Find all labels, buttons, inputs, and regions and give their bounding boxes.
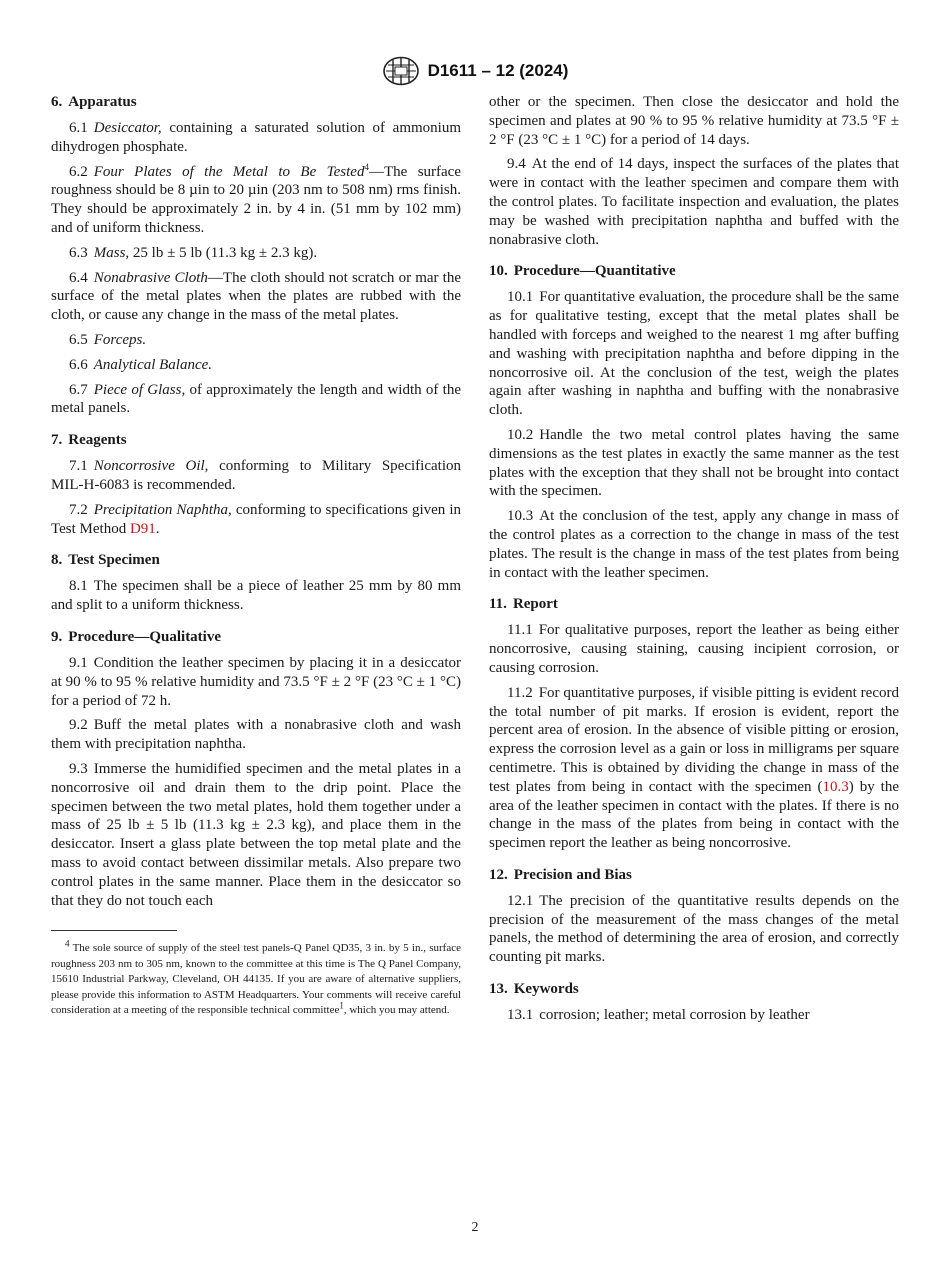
paragraph-6-2: 6.2 Four Plates of the Metal to Be Tested$^4$—The surface roughness should be 8 µin to 20 µin (203 nm to 508 nm) rms finish. They should be approximately 2 in. by 4 in. (51 mm by 102 mm) and of uniform thickness. xyxy=(51,161,461,236)
paragraph-9-2: 9.2 Buff the metal plates with a nonabrasive cloth and wash them with precipitation naphtha. xyxy=(51,717,461,753)
paragraph-6-5: 6.5 Forceps. xyxy=(69,331,147,348)
section-heading: 11. Report xyxy=(489,596,558,613)
document-id: D1611 – 12 (2024) xyxy=(427,61,569,80)
section-keywords xyxy=(489,980,899,1025)
paragraph-9-3-continued: other or the specimen. Then close the desiccator and hold the specimen and plates at 90 % to 95 % relative humidity at 73.5 °F ± 2 °F (23 °C ± 1 °C) for a period of 14 days. xyxy=(489,94,899,148)
section-reagents xyxy=(51,431,461,538)
section-heading: 6. Apparatus xyxy=(51,94,137,110)
astm-logo xyxy=(382,56,420,86)
footnote-ref: 4 xyxy=(364,161,369,172)
paragraph-9-3: 9.3 Immerse the humidified specimen and the metal plates in a noncorrosive oil and drain them to the drip point. Place the specimen between the two metal plates, hold them together under a mass of 25 lb ± 5 lb (11.3 kg ± 2.3 kg), and place them in the desiccator. Insert a glass plate between the top metal plate and the mass to avoid contact between dissimilar metals. Also prepare two control plates in the same manner. Place them in the desiccator so that they do not touch each xyxy=(51,760,461,909)
link-d91[interactable]: D91 xyxy=(129,520,156,537)
section-precision-bias xyxy=(489,866,899,967)
paragraph-6-6: 6.6 Analytical Balance. xyxy=(69,356,213,373)
link-section-10-3[interactable]: 10.3 xyxy=(822,778,849,795)
paragraph-9-1: 9.1 Condition the leather specimen by placing it in a desiccator at 90 % to 95 % relative humidity and 73.5 °F ± 2 °F (23 °C ± 1 °C) for a period of 72 h. xyxy=(51,654,461,709)
section-heading: 12. Precision and Bias xyxy=(489,866,632,883)
section-heading: 9. Procedure—Qualitative xyxy=(51,628,222,645)
paragraph-10-1: 10.1 For quantitative evaluation, the procedure shall be the same as for qualitative testing, except that the metal plates shall be handled with forceps and weighed to the nearest 1 mg after buffing and washing with precipitation naphtha and before dipping in the noncorrosive oil. At the conclusion of the test, weigh the plates again after washing in naphtha and buffing with the nonabrasive cloth. xyxy=(489,289,899,419)
paragraph-6-4: 6.4 Nonabrasive Cloth—The cloth should not scratch or mar the surface of the metal plates when the plates are rubbed with the cloth, or cause any change in the mass of the metal plates. xyxy=(51,269,461,324)
section-heading: 8. Test Specimen xyxy=(51,552,160,569)
section-apparatus xyxy=(51,93,461,418)
paragraph-6-1: 6.1 Desiccator, containing a saturated solution of ammonium dihydrogen phosphate. xyxy=(51,120,461,155)
paragraph-7-1: 7.1 Noncorrosive Oil, conforming to Military Specification MIL-H-6083 is recommended. xyxy=(51,458,461,493)
section-heading: 10. Procedure—Quantitative xyxy=(489,263,676,280)
paragraph-8-1: 8.1 The specimen shall be a piece of leather 25 mm by 80 mm and split to a uniform thickness. xyxy=(51,578,461,614)
paragraph-13-1: 13.1 corrosion; leather; metal corrosion by leather xyxy=(507,1007,810,1024)
right-column xyxy=(489,93,899,1038)
page-number: 2 xyxy=(471,1220,479,1235)
footnote-divider xyxy=(51,930,177,931)
paragraph-7-2: 7.2 Precipitation Naphtha, conforming to specifications given in Test Method D91. xyxy=(51,501,461,537)
paragraph-11-1: 11.1 For qualitative purposes, report the leather as being either noncorrosive, causing staining, causing incipient corrosion, or causing corrosion. xyxy=(489,622,899,676)
paragraph-10-3: 10.3 At the conclusion of the test, apply any change in mass of the control plates as a correction to the change in mass of the test plates. The result is the change in mass of the test plates from being in contact with the leather specimen. xyxy=(489,508,899,581)
section-procedure-quantitative xyxy=(489,262,899,582)
section-report xyxy=(489,595,899,853)
paragraph-11-2: 11.2 For quantitative purposes, if visible pitting is evident record the total number of pit marks. If erosion is evident, report the percent area of erosion. In the absence of visible pitting or erosion, express the corrosion level as a gain or loss in milligrams per square centimetre. This is obtained by dividing the change in mass of the test plates from being in contact with the specimen (10.3) by the area of the leather specimen in contact with the plates. If there is no change in the mass of the plates from being in contact with the specimen report the leather as being noncorrosive. xyxy=(489,684,899,852)
paragraph-9-4: 9.4 At the end of 14 days, inspect the surfaces of the plates that were in contact with the leather specimen and compare them with the control plates. To facilitate inspection and evaluation, the plates may be washed with precipitation naphtha and buffed with the nonabrasive cloth. xyxy=(489,156,899,248)
section-heading: 13. Keywords xyxy=(489,981,579,998)
section-test-specimen xyxy=(51,551,461,615)
paragraph-10-2: 10.2 Handle the two metal control plates having the same dimensions as the test plates in exactly the same manner as the test plates with the exception that they shall not be brought into contact with the specimen. xyxy=(489,426,899,500)
page-header xyxy=(0,56,950,91)
paragraph-6-7: 6.7 Piece of Glass, of approximately the length and width of the metal panels. xyxy=(51,381,461,417)
section-procedure-qualitative-cont xyxy=(489,93,899,249)
paragraph-6-3: 6.3 Mass, 25 lb ± 5 lb (11.3 kg ± 2.3 kg). xyxy=(69,244,318,261)
section-heading: 7. Reagents xyxy=(51,432,127,449)
left-column xyxy=(51,93,461,1018)
section-procedure-qualitative xyxy=(51,628,461,910)
paragraph-12-1: 12.1 The precision of the quantitative results depends on the precision of the measurement of the mass changes of the metal panels, the method of determining the area of erosion, and correctly counting pit marks. xyxy=(489,892,899,966)
footnote-4: $^4$ The sole source of supply of the steel test panels-Q Panel QD35, 3 in. by 5 in., surface roughness 203 nm to 305 nm, known to the committee at this time is The Q Panel Company, 15610 Industrial Parkway, Cleveland, OH 44135. If you are aware of alternative suppliers, please provide this information to ASTM Headquarters. Your comments will receive careful consideration at a meeting of the responsible technical committee$^1$, which you may attend. xyxy=(51,938,461,1016)
